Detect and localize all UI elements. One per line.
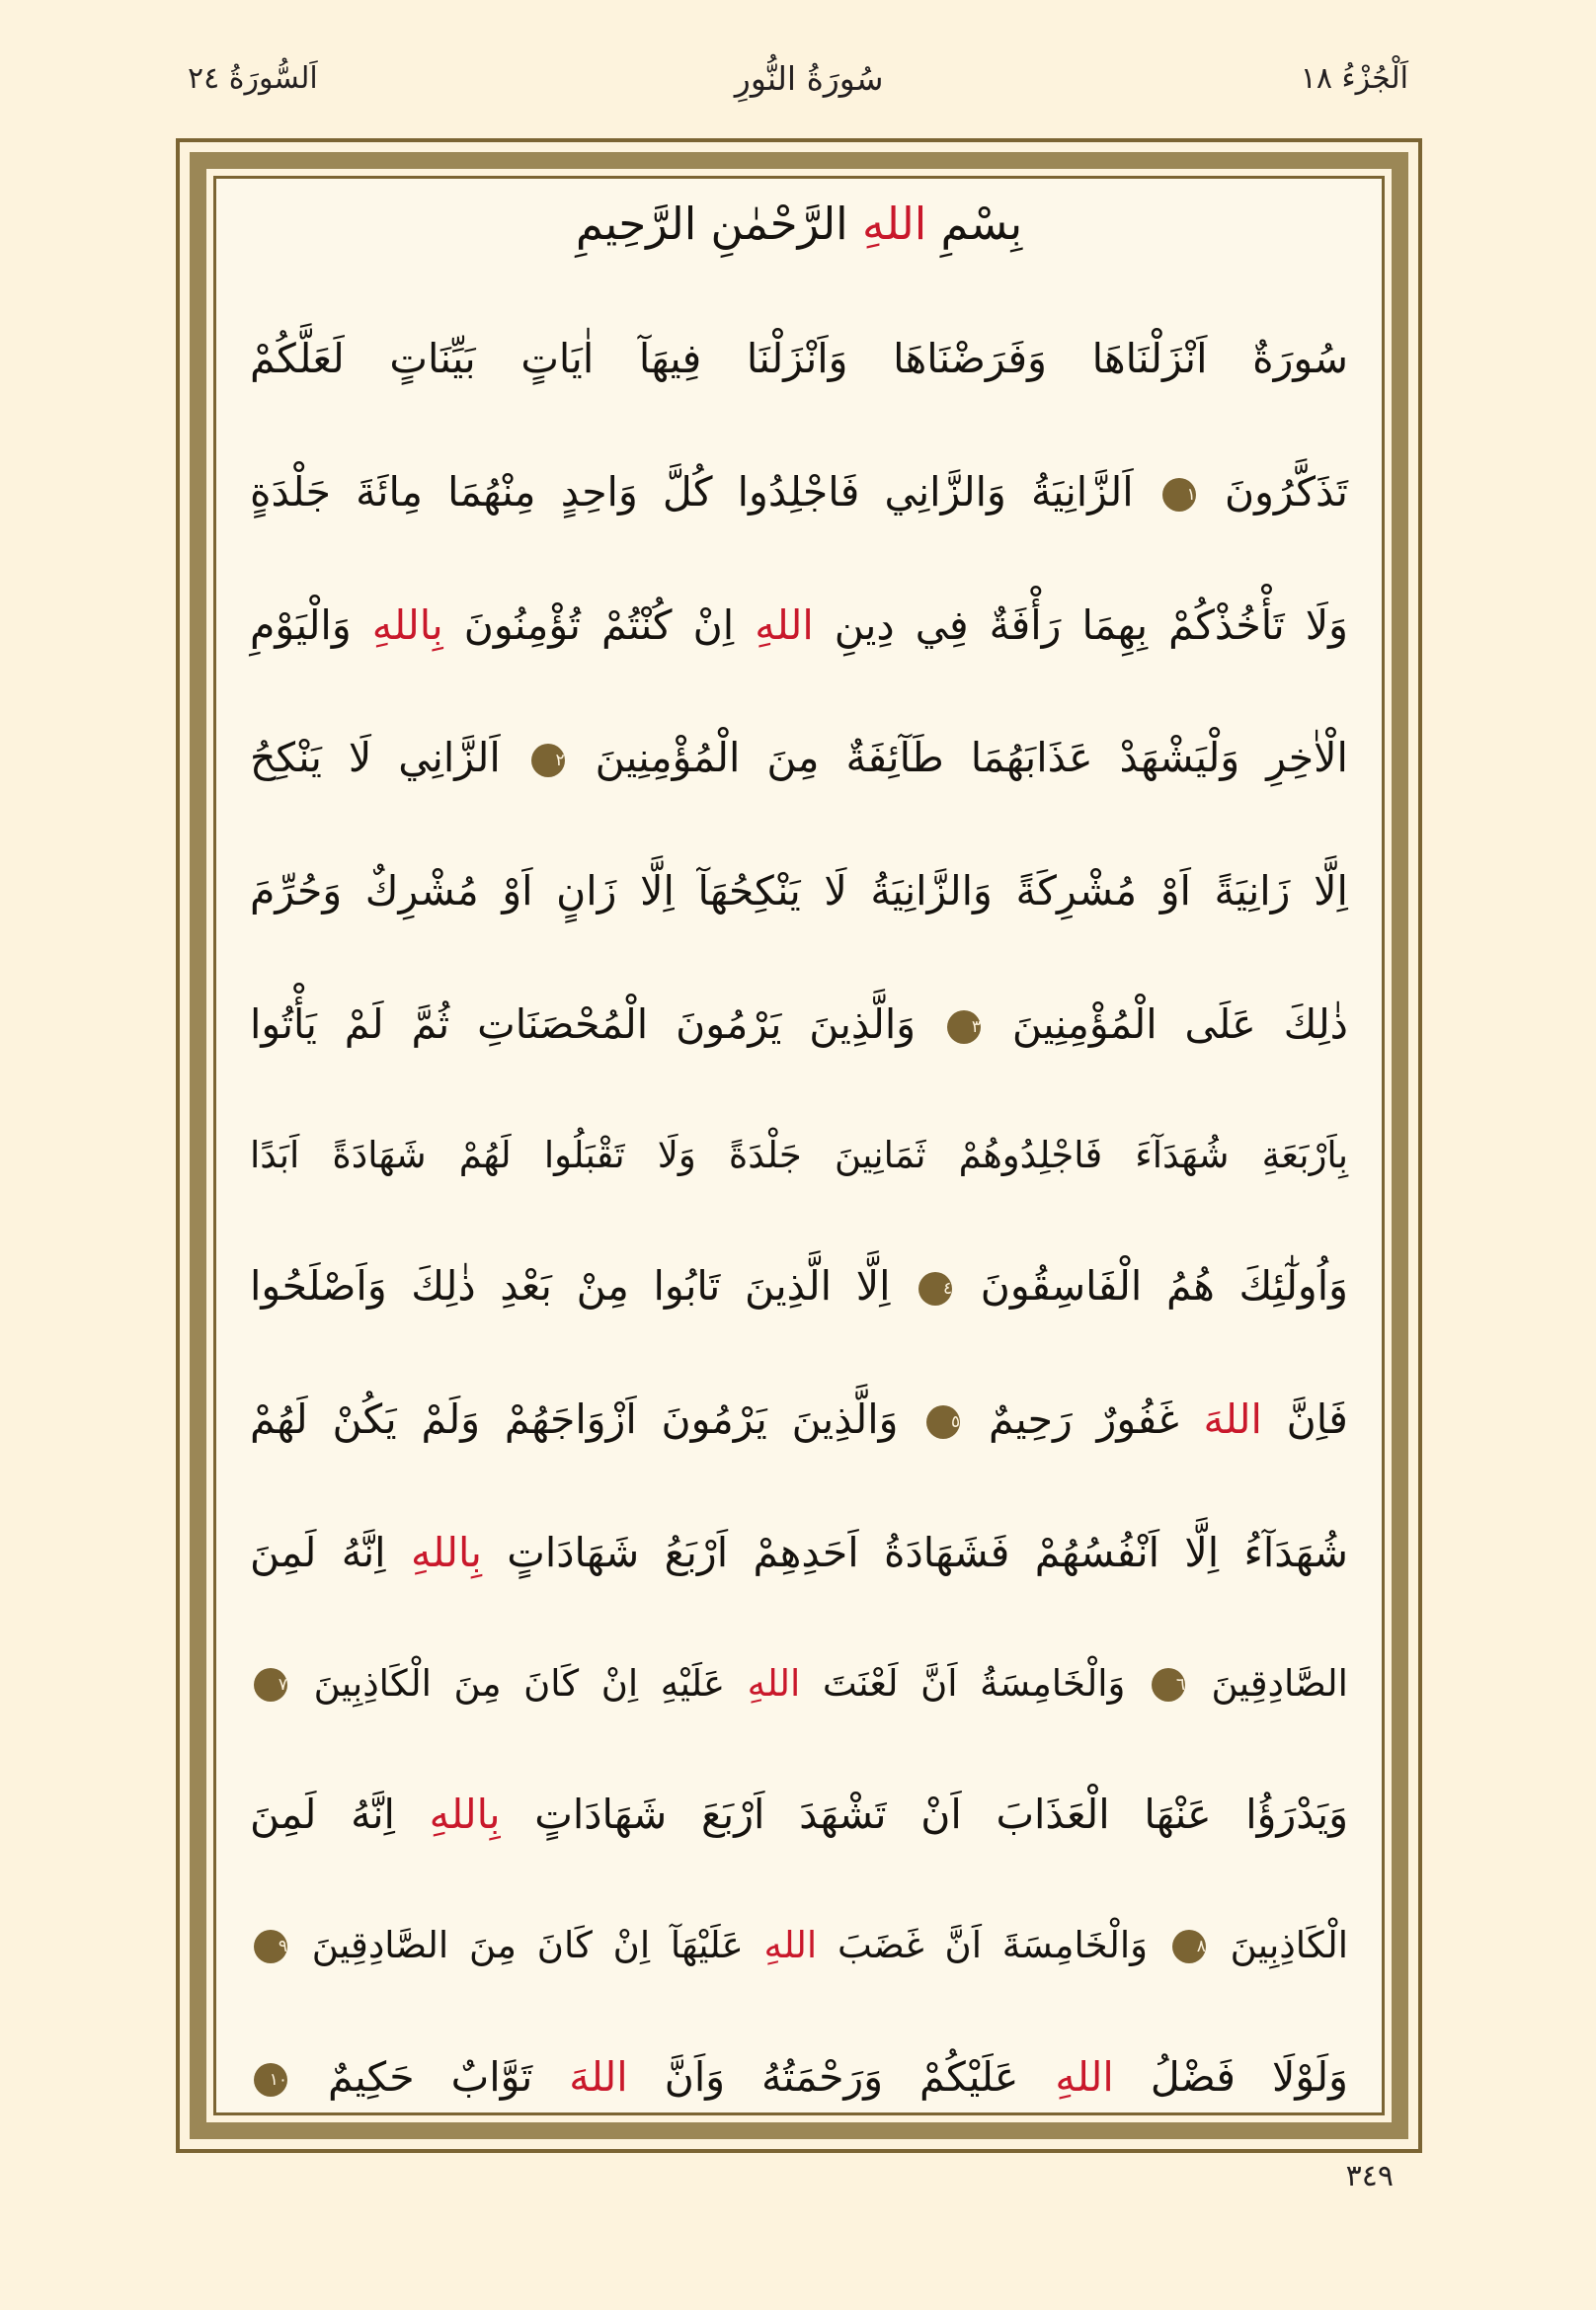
lafz-al-jalalah: اللهِ [763, 1924, 818, 1967]
aya-number-marker: ١ [1162, 478, 1196, 512]
lafz-al-jalalah: بِاللهِ [371, 600, 443, 649]
surah-title: سُورَةُ النُّورِ [734, 58, 884, 98]
lafz-al-jalalah: اللهَ [1203, 1395, 1262, 1444]
aya-number-marker: ١٠ [254, 2063, 287, 2097]
quran-line: سُورَةٌ اَنْزَلْنَاهَا وَفَرَضْنَاهَا وَاَنْزَلْنَا فِيهَآ اٰيَاتٍ بَيِّنَاتٍ لَعَلَّكُمْ [250, 335, 1348, 382]
quran-line: شُهَدَآءُ اِلَّا اَنْفُسُهُمْ فَشَهَادَةُ اَحَدِهِمْ اَرْبَعُ شَهَادَاتٍ بِاللهِ اِنَّهُ لَمِنَ [250, 1528, 1348, 1576]
page-header [188, 51, 1408, 105]
quran-line: بِسْمِ اللهِ الرَّحْمٰنِ الرَّحِيمِ [575, 198, 1023, 250]
lafz-al-jalalah: اللهِ [755, 600, 814, 649]
aya-number-marker: ٣ [947, 1010, 981, 1044]
quran-line: وَلَا تَأْخُذْكُمْ بِهِمَا رَأْفَةٌ فِي دِينِ اللهِ اِنْ كُنْتُمْ تُؤْمِنُونَ بِاللهِ وَالْيَوْمِ [250, 600, 1348, 649]
juz-label: اَلْجُزْءُ ١٨ [1300, 60, 1408, 96]
lafz-al-jalalah: اللهِ [1055, 2052, 1114, 2101]
quran-line: وَاُولٰٓئِكَ هُمُ الْفَاسِقُونَ ٤ اِلَّا الَّذِينَ تَابُوا مِنْ بَعْدِ ذٰلِكَ وَاَصْلَحُوا [250, 1262, 1348, 1311]
page-frame-band [190, 152, 1408, 2139]
page-frame-inner [213, 176, 1385, 2115]
quran-line: فَاِنَّ اللهَ غَفُورٌ رَحِيمٌ ٥ وَالَّذِينَ يَرْمُونَ اَزْوَاجَهُمْ وَلَمْ يَكُنْ لَهُمْ [250, 1395, 1348, 1444]
lafz-al-jalalah: اللهِ [861, 198, 927, 250]
aya-number-marker: ٥ [926, 1405, 960, 1439]
page-frame-outer [176, 138, 1422, 2153]
quran-line: الْاٰخِرِ وَلْيَشْهَدْ عَذَابَهُمَا طَآئِفَةٌ مِنَ الْمُؤْمِنِينَ ٢ اَلزَّانِي لَا يَنْكِحُ [250, 734, 1348, 782]
aya-number-marker: ٧ [254, 1668, 287, 1702]
quran-line: وَيَدْرَؤُا عَنْهَا الْعَذَابَ اَنْ تَشْهَدَ اَرْبَعَ شَهَادَاتٍ بِاللهِ اِنَّهُ لَمِنَ [250, 1791, 1348, 1839]
lafz-al-jalalah: بِاللهِ [410, 1528, 482, 1576]
quran-line: اِلَّا زَانِيَةً اَوْ مُشْرِكَةً وَالزَّانِيَةُ لَا يَنْكِحُهَآ اِلَّا زَانٍ اَوْ مُشْرِكٌ وَحُرِّمَ [250, 867, 1348, 916]
lafz-al-jalalah: اللهِ [747, 1661, 801, 1705]
aya-number-marker: ٩ [254, 1930, 287, 1963]
lafz-al-jalalah: اللهَ [569, 2052, 628, 2101]
quran-line: الصَّادِقِينَ ٦ وَالْخَامِسَةُ اَنَّ لَعْنَتَ اللهِ عَلَيْهِ اِنْ كَانَ مِنَ الْكَاذِبِينَ ٧ [250, 1665, 1348, 1704]
aya-number-marker: ٦ [1152, 1668, 1185, 1702]
quran-line: تَذَكَّرُونَ ١ اَلزَّانِيَةُ وَالزَّانِي فَاجْلِدُوا كُلَّ وَاحِدٍ مِنْهُمَا مِائَةَ جَلْدَةٍ [250, 467, 1348, 516]
quran-line: ذٰلِكَ عَلَى الْمُؤْمِنِينَ ٣ وَالَّذِينَ يَرْمُونَ الْمُحْصَنَاتِ ثُمَّ لَمْ يَأْتُوا [250, 999, 1348, 1048]
surah-number-label: اَلسُّورَةُ ٢٤ [188, 60, 318, 96]
aya-number-marker: ٢ [531, 744, 565, 777]
lafz-al-jalalah: بِاللهِ [429, 1791, 501, 1839]
page-number: ٣٤٩ [1345, 2159, 1394, 2193]
quran-line: وَلَوْلَا فَضْلُ اللهِ عَلَيْكُمْ وَرَحْمَتُهُ وَاَنَّ اللهَ تَوَّابٌ حَكِيمٌ ١٠ [250, 2056, 1348, 2099]
quran-line: بِاَرْبَعَةِ شُهَدَآءَ فَاجْلِدُوهُمْ ثَمَانِينَ جَلْدَةً وَلَا تَقْبَلُوا لَهُمْ شَهَادَةً اَبَدًا [250, 1133, 1349, 1176]
aya-number-marker: ٨ [1172, 1930, 1206, 1963]
aya-number-marker: ٤ [918, 1272, 952, 1306]
quran-line: الْكَاذِبِينَ ٨ وَالْخَامِسَةَ اَنَّ غَضَبَ اللهِ عَلَيْهَآ اِنْ كَانَ مِنَ الصَّادِقِينَ ٩ [250, 1927, 1348, 1965]
quran-text-body [216, 179, 1382, 2112]
